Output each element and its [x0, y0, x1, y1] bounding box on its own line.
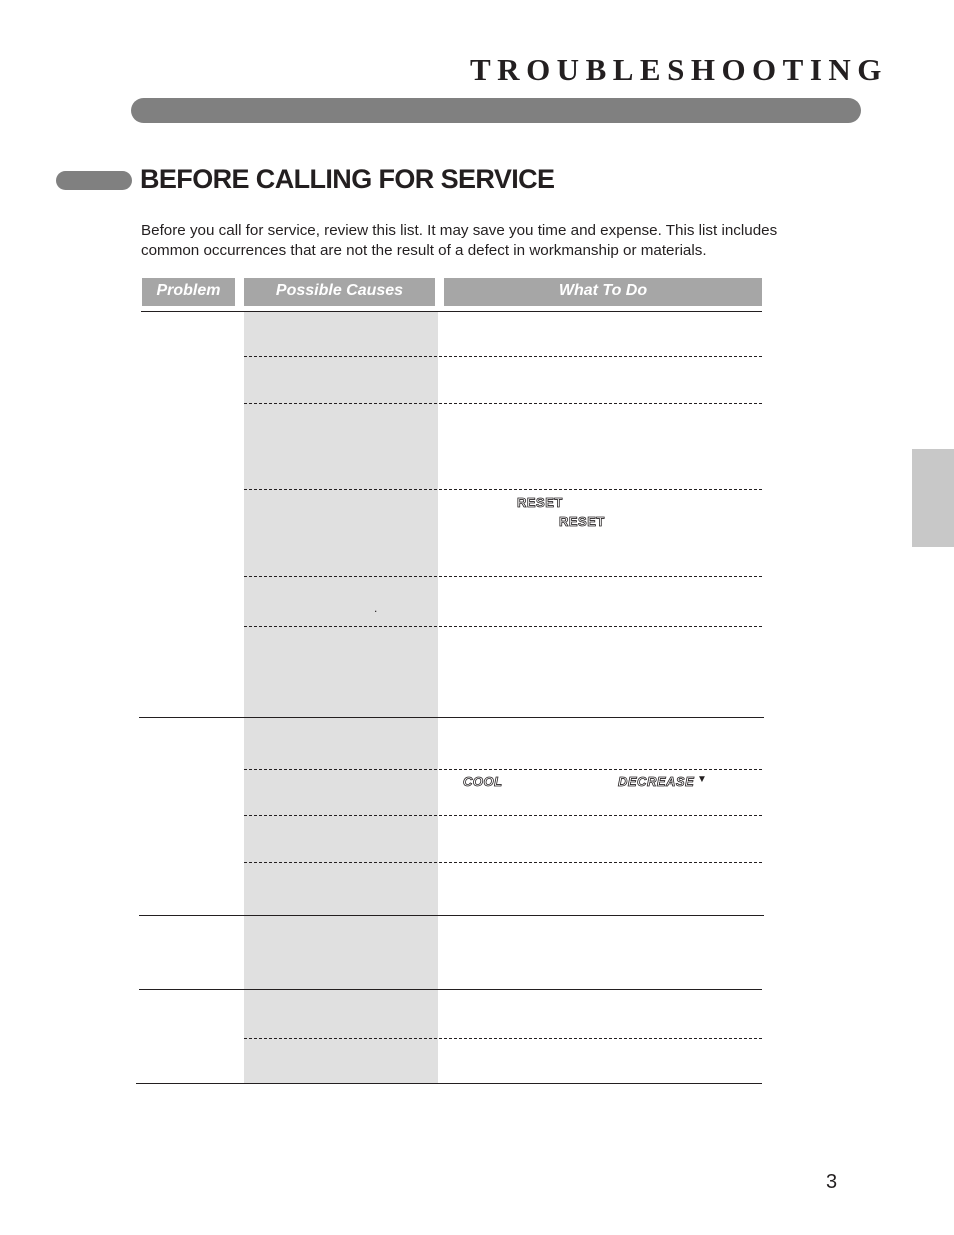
stray-dot: . [374, 601, 378, 615]
possible-causes-column [244, 312, 438, 1084]
column-header-problem: Problem [142, 278, 235, 306]
table-bottom-rule [136, 1083, 762, 1084]
row-divider [244, 489, 762, 490]
row-divider [244, 769, 762, 770]
down-arrow-icon: ▼ [697, 774, 707, 785]
row-divider [244, 356, 762, 357]
reset-button-label: RESET [517, 495, 563, 510]
side-tab [912, 449, 954, 547]
section-heading: BEFORE CALLING FOR SERVICE [140, 164, 555, 194]
column-header-possible-causes: Possible Causes [244, 278, 435, 306]
problem-group-rule [139, 915, 764, 916]
page-number: 3 [826, 1171, 838, 1193]
row-divider [244, 403, 762, 404]
problem-group-rule [139, 989, 762, 990]
reset-button-label: RESET [559, 514, 605, 529]
decrease-button-label: DECREASE [618, 774, 695, 789]
row-divider [244, 862, 762, 863]
table-top-rule [141, 311, 762, 312]
row-divider [244, 815, 762, 816]
problem-group-rule [139, 717, 764, 718]
page-title: TROUBLESHOOTING [470, 52, 888, 87]
cool-button-label: COOL [463, 774, 503, 789]
row-divider [244, 1038, 762, 1039]
column-header-what-to-do: What To Do [444, 278, 762, 306]
section-marker [56, 171, 132, 190]
intro-paragraph: Before you call for service, review this list. It may save you time and expense. This list includes common occurrences that are not the result of a defect in workmanship or materials. [141, 222, 778, 259]
row-divider [244, 576, 762, 577]
header-bar [131, 98, 861, 123]
row-divider [244, 626, 762, 627]
